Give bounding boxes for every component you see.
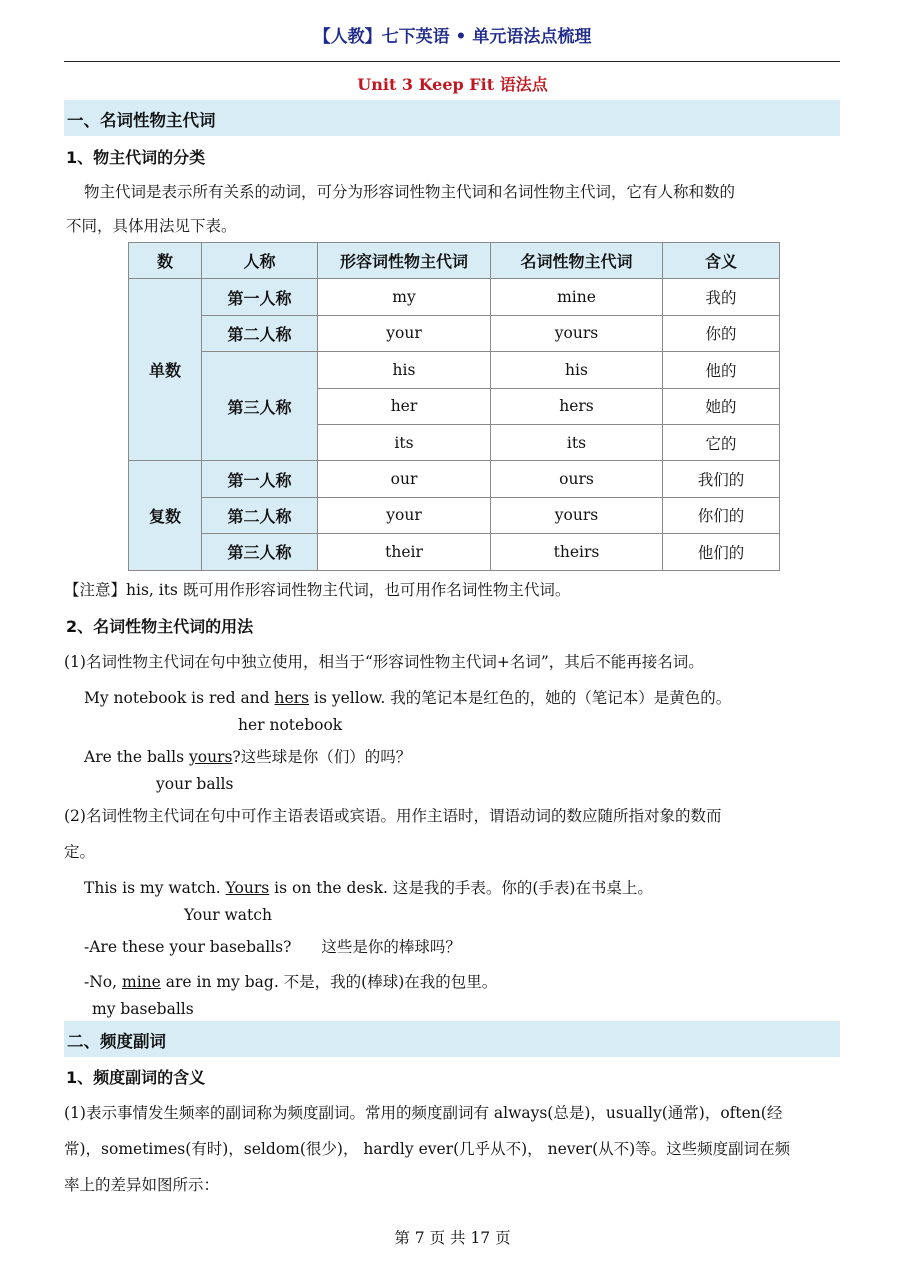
example-sentence-1: My notebook is red and hers is yellow. 我的笔记本是红色的，她的（笔记本）是黄色的。 — [84, 689, 732, 707]
underlined-pronoun: hers — [274, 689, 310, 707]
adjectival-cell: my — [318, 279, 491, 315]
header-rule — [64, 61, 840, 62]
underlined-pronoun: yours — [188, 748, 233, 766]
note-paragraph: 【注意】his, its 既可用作形容词性物主代词，也可用作名词性物主代词。 — [64, 581, 571, 599]
adjectival-cell: our — [318, 461, 491, 497]
person-cell: 第三人称 — [202, 352, 318, 461]
frequency-paragraph-line1: (1)表示事情发生频率的副词称为频度副词。常用的频度副词有 always(总是)，usually(通常)，often(经 — [64, 1104, 783, 1122]
header-person: 人称 — [202, 243, 318, 279]
document-header: 【人教】七下英语 • 单元语法点梳理 — [313, 27, 592, 47]
usage-paragraph-2-line2: 定。 — [64, 843, 96, 861]
frequency-paragraph-line3: 率上的差异如图所示： — [64, 1176, 220, 1194]
header-number: 数 — [129, 243, 202, 279]
subheading-usage: 2、名词性物主代词的用法 — [66, 617, 254, 636]
underlined-pronoun: Yours — [225, 879, 270, 897]
meaning-cell: 你的 — [663, 315, 780, 351]
usage-paragraph-2-line1: (2)名词性物主代词在句中可作主语表语或宾语。用作主语时，谓语动词的数应随所指对象的数而 — [64, 807, 722, 825]
person-cell: 第二人称 — [202, 315, 318, 351]
nominal-cell: its — [491, 424, 663, 460]
example-gloss-1: her notebook — [238, 716, 343, 734]
intro-paragraph-line1: 物主代词是表示所有关系的动词，可分为形容词性物主代词和名词性物主代词，它有人称和数的 — [84, 183, 736, 201]
meaning-cell: 他们的 — [663, 534, 780, 570]
frequency-paragraph-line2: 常)，sometimes(有时)，seldom(很少)， hardly ever(几乎从不)， never(从不)等。这些频度副词在频 — [64, 1140, 791, 1158]
nominal-cell: yours — [491, 315, 663, 351]
person-cell: 第一人称 — [202, 279, 318, 315]
adjectival-cell: your — [318, 315, 491, 351]
example-gloss-3: Your watch — [184, 906, 272, 924]
page-number-footer: 第 7 页 共 17 页 — [394, 1229, 511, 1247]
header-adjectival: 形容词性物主代词 — [318, 243, 491, 279]
nominal-cell: his — [491, 352, 663, 388]
meaning-cell: 它的 — [663, 424, 780, 460]
nominal-cell: ours — [491, 461, 663, 497]
person-cell: 第三人称 — [202, 534, 318, 570]
adjectival-cell: their — [318, 534, 491, 570]
nominal-cell: hers — [491, 388, 663, 424]
header-nominal: 名词性物主代词 — [491, 243, 663, 279]
section-heading-2: 二、频度副词 — [64, 1021, 840, 1057]
example-sentence-5: -No, mine are in my bag. 不是，我的(棒球)在我的包里。 — [84, 973, 498, 991]
possessive-pronoun-table — [128, 242, 780, 571]
adjectival-cell: her — [318, 388, 491, 424]
adjectival-cell: your — [318, 497, 491, 533]
table-row — [129, 352, 780, 388]
table-header-row — [129, 243, 780, 279]
example-sentence-4: -Are these your baseballs? 这些是你的棒球吗？ — [84, 938, 461, 956]
underlined-pronoun: mine — [122, 973, 161, 991]
table-row — [129, 534, 780, 570]
meaning-cell: 我们的 — [663, 461, 780, 497]
subheading-frequency-meaning: 1、频度副词的含义 — [66, 1068, 206, 1087]
adjectival-cell: his — [318, 352, 491, 388]
nominal-cell: yours — [491, 497, 663, 533]
intro-paragraph-line2: 不同，具体用法见下表。 — [66, 217, 237, 235]
table-row — [129, 461, 780, 497]
table-row — [129, 279, 780, 315]
meaning-cell: 我的 — [663, 279, 780, 315]
example-gloss-5: my baseballs — [92, 1000, 194, 1018]
nominal-cell: mine — [491, 279, 663, 315]
meaning-cell: 你们的 — [663, 497, 780, 533]
section-heading-1: 一、名词性物主代词 — [64, 100, 840, 136]
example-sentence-3: This is my watch. Yours is on the desk. 这是我的手表。你的(手表)在书桌上。 — [84, 879, 653, 897]
table-row — [129, 315, 780, 351]
usage-paragraph-1: (1)名词性物主代词在句中独立使用，相当于“形容词性物主代词+名词”，其后不能再接名词。 — [64, 653, 704, 671]
example-gloss-2: your balls — [156, 775, 234, 793]
plural-cell: 复数 — [129, 461, 202, 570]
meaning-cell: 她的 — [663, 388, 780, 424]
meaning-cell: 他的 — [663, 352, 780, 388]
adjectival-cell: its — [318, 424, 491, 460]
singular-cell: 单数 — [129, 279, 202, 461]
unit-title: Unit 3 Keep Fit 语法点 — [357, 75, 548, 94]
person-cell: 第一人称 — [202, 461, 318, 497]
nominal-cell: theirs — [491, 534, 663, 570]
subheading-classification: 1、物主代词的分类 — [66, 148, 206, 167]
person-cell: 第二人称 — [202, 497, 318, 533]
example-sentence-2: Are the balls yours?这些球是你（们）的吗？ — [84, 748, 412, 766]
table-row — [129, 497, 780, 533]
header-meaning: 含义 — [663, 243, 780, 279]
